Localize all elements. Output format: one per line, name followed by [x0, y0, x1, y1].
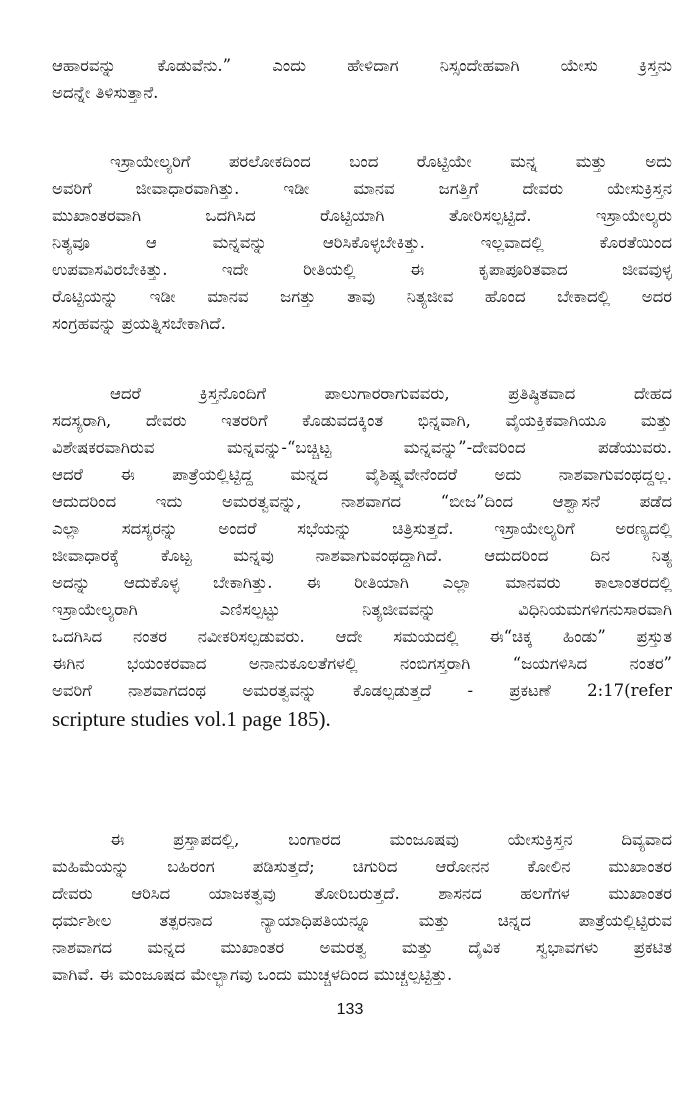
text-line: ವಾಗಿವೆ. ಈ ಮಂಜೂಷದ ಮೇಲ್ಭಾಗವು ಒಂದು ಮುಚ್ಚಳದಿಂದ ಮುಚ್ಚಲ್ಪಟ್ಟಿತ್ತು.: [52, 965, 453, 984]
text-line: ವಿಶೇಷಕರವಾಗಿರುವ ಮನ್ನವನ್ನು-“ಬಚ್ಚಿಟ್ಟ ಮನ್ನವನ್ನು”-ದೇವರಿಂದ ಪಡೆಯುವರು.: [52, 438, 672, 457]
paragraph-2: [52, 148, 672, 337]
text-line: ಮಹಿಮೆಯನ್ನು ಬಹಿರಂಗ ಪಡಿಸುತ್ತದೆ; ಚಿಗುರಿದ ಆರೋನನ ಕೋಲಿನ ಮುಖಾಂತರ: [52, 857, 672, 876]
text-line: ಈಗಿನ ಭಯಂಕರವಾದ ಅನಾನುಕೂಲತೆಗಳಲ್ಲಿ ನಂಬಿಗಸ್ತರಾಗಿ “ಜಯಗಳಿಸಿದ ನಂತರ”: [52, 654, 672, 673]
text-line: scripture studies vol.1 page 185).: [52, 707, 331, 731]
text-line: ಸಂಗ್ರಹವನ್ನು ಪ್ರಯತ್ನಿಸಬೇಕಾಗಿದೆ.: [52, 314, 226, 333]
text-line: ಆದರೆ ಕ್ರಿಸ್ತನೊಂದಿಗೆ ಪಾಲುಗಾರರಾಗುವವರು, ಪ್ರತಿಷ್ಠಿತವಾದ ದೇಹದ: [110, 384, 672, 403]
text-line: ಧರ್ಮಶೀಲ ತತ್ಪರನಾದ ನ್ಯಾಯಾಧಿಪತಿಯನ್ನೂ ಮತ್ತು ಚಿನ್ನದ ಪಾತ್ರೆಯಲ್ಲಿಟ್ಟಿರುವ: [52, 911, 672, 930]
text-line: ಎಲ್ಲಾ ಸದಸ್ಯರನ್ನು ಅಂದರೆ ಸಭೆಯನ್ನು ಚಿತ್ರಿಸುತ್ತದೆ. ಇಸ್ರಾಯೇಲ್ಯರಿಗೆ ಅರಣ್ಯದಲ್ಲಿ: [52, 519, 672, 538]
text-line: ಆದರೆ ಈ ಪಾತ್ರೆಯಲ್ಲಿಟ್ಟಿದ್ದ ಮನ್ನದ ವೈಶಿಷ್ಟ್ಯವೇನೆಂದರೆ ಅದು ನಾಶವಾಗುವಂಥದ್ದಲ್ಲ.: [52, 465, 672, 484]
text-line: ಈ ಪ್ರಸ್ತಾಪದಲ್ಲಿ, ಬಂಗಾರದ ಮಂಜೂಷವು ಯೇಸುಕ್ರಿಸ್ತನ ದಿವ್ಯವಾದ: [110, 830, 672, 849]
text-line: ಜೀವಾಧಾರಕ್ಕೆ ಕೊಟ್ಟ ಮನ್ನವು ನಾಶವಾಗುವಂಥದ್ದಾಗಿದೆ. ಆದುದರಿಂದ ದಿನ ನಿತ್ಯ: [52, 546, 672, 565]
text-line: ಅದನ್ನೇ ತಿಳಿಸುತ್ತಾನೆ.: [52, 83, 159, 102]
paragraph-4: [52, 826, 672, 988]
paragraph-3: [52, 380, 672, 734]
text-line: ಇಸ್ರಾಯೇಲ್ಯರಾಗಿ ಎಣಿಸಲ್ಪಟ್ಟು ನಿತ್ಯಜೀವವನ್ನು ವಿಧಿನಿಯಮಗಳಿಗನುಸಾರವಾಗಿ: [52, 600, 672, 619]
text-line: ನಾಶವಾಗದ ಮನ್ನದ ಮುಖಾಂತರ ಅಮರತ್ವ ಮತ್ತು ದೈವಿಕ ಸ್ವಭಾವಗಳು ಪ್ರಕಟಿತ: [52, 938, 672, 957]
text-line: ಅದನ್ನು ಆದುಕೊಳ್ಳ ಬೇಕಾಗಿತ್ತು. ಈ ರೀತಿಯಾಗಿ ಎಲ್ಲಾ ಮಾನವರು ಕಾಲಾಂತರದಲ್ಲಿ: [52, 573, 672, 592]
text-line: ಅವರಿಗೆ ಜೀವಾಧಾರವಾಗಿತ್ತು. ಇಡೀ ಮಾನವ ಜಗತ್ತಿಗೆ ದೇವರು ಯೇಸುಕ್ರಿಸ್ತನ: [52, 179, 672, 198]
paragraph-1: [52, 52, 672, 106]
text-line: ಮುಖಾಂತರವಾಗಿ ಒದಗಿಸಿದ ರೊಟ್ಟಿಯಾಗಿ ತೋರಿಸಲ್ಪಟ್ಟಿದೆ. ಇಸ್ರಾಯೇಲ್ಯರು: [52, 206, 672, 225]
text-line: ನಿತ್ಯವೂ ಆ ಮನ್ನವನ್ನು ಆರಿಸಿಕೊಳ್ಳಬೇಕಿತ್ತು. ಇಲ್ಲವಾದಲ್ಲಿ ಕೊರತೆಯಿಂದ: [52, 233, 672, 252]
text-line: ಸದಸ್ಯರಾಗಿ, ದೇವರು ಇತರರಿಗೆ ಕೊಡುವದಕ್ಕಿಂತ ಭಿನ್ನವಾಗಿ, ವೈಯಕ್ತಿಕವಾಗಿಯೂ ಮತ್ತು: [52, 411, 672, 430]
text-line: ಆಹಾರವನ್ನು ಕೊಡುವೆನು.” ಎಂದು ಹೇಳಿದಾಗ ನಿಸ್ಸಂದೇಹವಾಗಿ ಯೇಸು ಕ್ರಿಸ್ತನು: [52, 56, 672, 75]
text-line: ಅವರಿಗೆ ನಾಶವಾಗದಂಥ ಅಮರತ್ವವನ್ನು ಕೊಡಲ್ಪಡುತ್ತದೆ - ಪ್ರಕಟಣೆ 2:17(refer: [52, 681, 672, 700]
page-number: 133: [336, 1001, 364, 1018]
text-line: ಆದುದರಿಂದ ಇದು ಅಮರತ್ವವನ್ನು, ನಾಶವಾಗದ “ಬೀಜ”ದಿಂದ ಆಶ್ವಾಸನೆ ಪಡೆದ: [52, 492, 672, 511]
text-line: ದೇವರು ಆರಿಸಿದ ಯಾಜಕತ್ವವು ತೋರಿಬರುತ್ತದೆ. ಶಾಸನದ ಹಲಗೆಗಳ ಮುಖಾಂತರ: [52, 884, 672, 903]
text-line: ಇಸ್ರಾಯೇಲ್ಯರಿಗೆ ಪರಲೋಕದಿಂದ ಬಂದ ರೊಟ್ಟಿಯೇ ಮನ್ನ ಮತ್ತು ಅದು: [110, 152, 672, 171]
text-line: ರೊಟ್ಟಿಯನ್ನು ಇಡೀ ಮಾನವ ಜಗತ್ತು ತಾವು ನಿತ್ಯಜೀವ ಹೊಂದ ಬೇಕಾದಲ್ಲಿ ಅದರ: [52, 287, 672, 306]
text-line: ಒದಗಿಸಿದ ನಂತರ ನವೀಕರಿಸಲ್ಪಡುವರು. ಆದೇ ಸಮಯದಲ್ಲಿ ಈ“ಚಿಕ್ಕ ಹಿಂಡು” ಪ್ರಸ್ತುತ: [52, 627, 672, 646]
text-line: ಉಪವಾಸವಿರಬೇಕಿತ್ತು. ಇದೇ ರೀತಿಯಲ್ಲಿ ಈ ಕೃಪಾಪೂರಿತವಾದ ಜೀವವುಳ್ಳ: [52, 260, 672, 279]
